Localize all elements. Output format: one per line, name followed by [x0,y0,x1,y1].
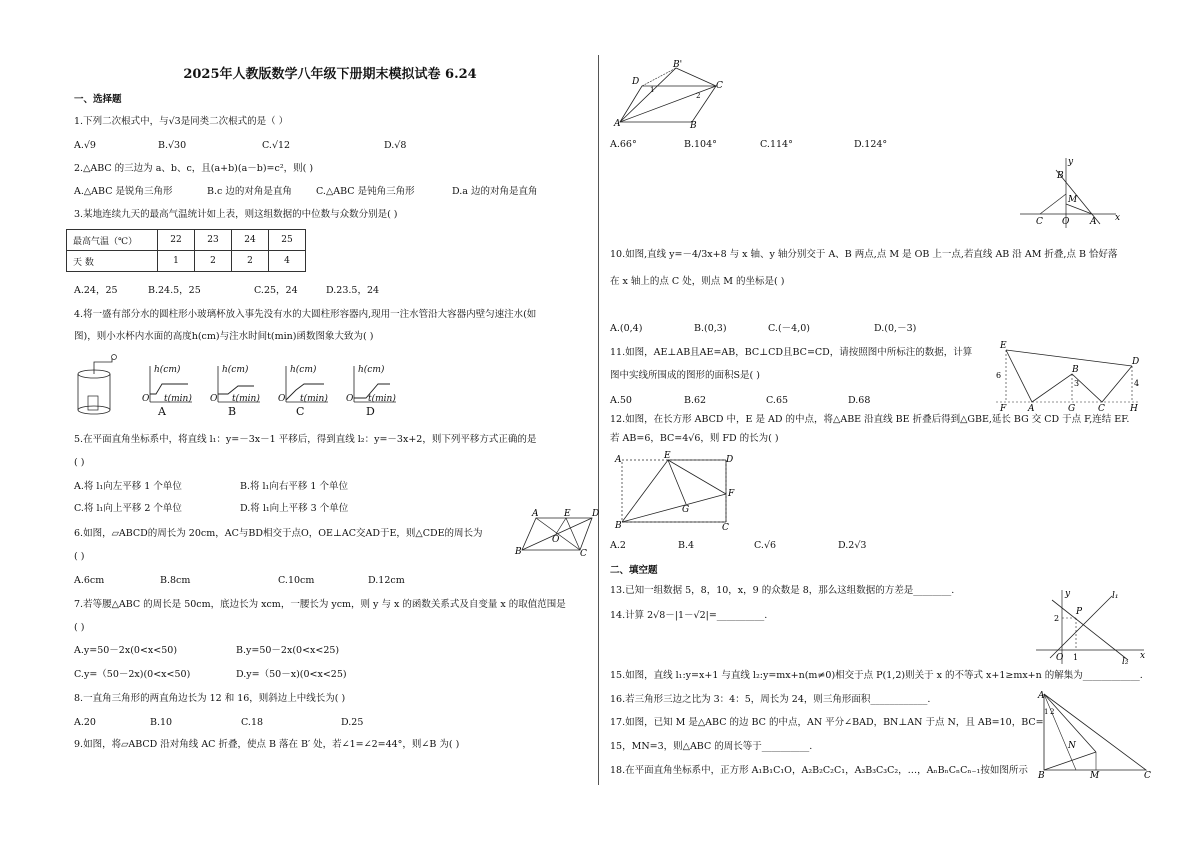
q1-opt-c: C.√12 [262,140,291,151]
svg-text:M: M [1068,195,1078,205]
svg-text:E: E [564,509,571,519]
q17-line2: 15，MN=3，则△ABC 的周长等于__________. [610,741,813,752]
q8-opt-a: A.20 [74,717,96,728]
q9-fold-figure [612,60,732,131]
q3-opt-d: D.23.5，24 [326,285,380,296]
q9: 9.如图，将▱ABCD 沿对角线 AC 折叠，使点 B 落在 B′ 处，若∠1=∠2=44°，则∠B 为( ) [74,739,460,750]
q4-line1: 4.将一盛有部分水的圆柱形小玻璃杯放入事先没有水的大圆柱形容器内,现用一注水管沿大容器内壁匀速注水(如 [74,309,537,320]
q17-triangle-figure [1036,690,1152,780]
q1: 1.下列二次根式中，与√3是同类二次根式的是（ ） [74,116,289,127]
q2: 2.△ABC 的三边为 a、b、c，且(a+b)(a－b)=c²，则( ) [74,163,314,174]
svg-text:B: B [690,121,697,131]
q4-graph-a-x-label: t(min) [164,394,192,404]
q9-opt-d: D.124° [854,139,888,150]
svg-text:l₂: l₂ [1122,657,1129,667]
svg-text:1: 1 [650,86,655,94]
svg-text:x: x [1140,651,1146,661]
q11-opt-c: C.65 [766,395,789,406]
svg-text:B: B [1057,171,1064,181]
svg-text:3: 3 [1074,379,1080,388]
q4-graph-b-x-label: t(min) [232,394,260,404]
table-cell: 1 [158,251,195,272]
q4-graph-label-a: A [158,405,166,418]
svg-text:C: C [1036,217,1043,227]
section-choice: 一、选择题 [74,94,122,105]
q12-opt-c: C.√6 [754,540,777,551]
q7-opt-c: C.y=（50－2x)(0<x<50) [74,669,191,680]
svg-text:A: A [1090,217,1097,227]
q6-opt-c: C.10cm [278,575,315,586]
svg-text:C: C [1144,771,1151,781]
svg-text:A: A [1028,404,1035,414]
svg-text:O: O [1056,653,1064,663]
table-head-days: 天 数 [67,251,158,272]
q10-line1: 10.如图,直线 y=－4/3x+8 与 x 轴、y 轴分别交于 A、B 两点,点 M 是 OB 上一点,若直线 AB 沿 AM 折叠,点 B 恰好落 [610,249,1118,260]
svg-text:y: y [1065,589,1071,599]
section-fill: 二、填空题 [610,565,658,576]
svg-text:y: y [1068,157,1074,167]
q14: 14.计算 2√8－|1－√2|=__________. [610,610,768,621]
svg-text:C: C [580,549,587,559]
q4-graph-label-c: C [296,405,305,418]
q6-opt-a: A.6cm [74,575,105,586]
svg-text:2: 2 [1050,708,1055,716]
svg-text:B: B [1038,771,1045,781]
table-row [67,251,306,272]
q12-line1: 12.如图，在长方形 ABCD 中，E 是 AD 的中点，将△ABE 沿直线 BE 折叠后得到△GBE,延长 BG 交 CD 于点 F,连结 EF. [610,414,1130,425]
svg-text:B': B' [673,60,683,70]
q18: 18.在平面直角坐标系中，正方形 A₁B₁C₁O，A₂B₂C₂C₁，A₃B₃C₃C₂，…，AₙBₙCₙCₙ₋₁按如图所示 [610,765,1028,776]
q3-opt-a: A.24，25 [74,285,118,296]
q3: 3.某地连续九天的最高气温统计如上表，则这组数据的中位数与众数分别是( ) [74,209,398,220]
q9-opt-c: C.114° [760,139,793,150]
q12-opt-a: A.2 [610,540,626,551]
q2-opt-a: A.△ABC 是锐角三角形 [74,186,173,197]
table-cell: 4 [269,251,306,272]
svg-text:C: C [716,81,723,91]
svg-text:B: B [615,521,622,531]
q2-opt-b: B.c 边的对角是直角 [207,186,292,197]
q4-graph-b-y-label: h(cm) [222,365,249,375]
q8-opt-d: D.25 [341,717,364,728]
svg-text:B: B [515,547,522,557]
q1-opt-a: A.√9 [74,140,96,151]
q10-coordinate-figure [1016,156,1122,232]
q3-opt-c: C.25，24 [254,285,298,296]
q4-graph-label-b: B [228,405,237,418]
q11-opt-a: A.50 [610,395,632,406]
svg-text:2: 2 [696,92,701,100]
table-row [67,230,306,251]
svg-text:C: C [1098,404,1105,414]
svg-text:G: G [682,505,690,515]
svg-text:A: A [1038,691,1045,701]
q10-line2: 在 x 轴上的点 C 处，则点 M 的坐标是( ) [610,276,785,287]
svg-text:l₁: l₁ [1112,591,1119,601]
q11-opt-b: B.62 [684,395,707,406]
svg-text:E: E [1000,341,1007,351]
q7-opt-b: B.y=50－2x(0<x<25) [236,645,340,656]
q8-opt-c: C.18 [241,717,264,728]
q15-lines-figure [1032,588,1148,668]
q8-opt-b: B.10 [150,717,173,728]
table-head-temp: 最高气温（℃） [67,230,158,251]
q10-opt-d: D.(0,－3) [874,323,917,334]
q17-line1: 17.如图，已知 M 是△ABC 的边 BC 的中点，AN 平分∠BAD，BN⊥AN 于点 N，且 AB=10，BC= [610,717,1044,728]
table-cell: 2 [232,251,269,272]
q5-opt-a: A.将 l₁向左平移 1 个单位 [74,481,182,492]
q8: 8.一直角三角形的两直角边长为 12 和 16，则斜边上中线长为( ) [74,693,346,704]
svg-text:x: x [1115,213,1121,223]
svg-text:O: O [552,535,560,545]
svg-text:1: 1 [1044,708,1049,716]
q7-opt-d: D.y=（50－x)(0<x<25) [236,669,347,680]
q4-graph-d-origin: O [346,394,354,404]
svg-text:H: H [1130,404,1138,414]
q10-opt-b: B.(0,3) [694,323,727,334]
q4-graph-c-x-label: t(min) [300,394,328,404]
q9-opt-b: B.104° [684,139,717,150]
q16: 16.若三角形三边之比为 3：4：5，周长为 24，则三角形面积____________. [610,694,931,705]
temperature-table [66,229,306,272]
q11-area-figure [992,340,1142,412]
table-cell: 25 [269,230,306,251]
svg-text:G: G [1068,404,1076,414]
table-cell: 2 [195,251,232,272]
q4-graph-a-y-label: h(cm) [154,365,181,375]
page-title: 2025年人教版数学八年级下册期末模拟试卷 6.24 [183,67,477,82]
column-divider [598,55,599,785]
q6-line1: 6.如图，▱ABCD的周长为 20cm，AC与BD相交于点O，OE⊥AC交AD于E，则△CDE的周长为 [74,528,483,539]
q2-opt-c: C.△ABC 是钝角三角形 [316,186,415,197]
q5-opt-c: C.将 l₁向上平移 2 个单位 [74,503,182,514]
q5-opt-d: D.将 l₁向上平移 3 个单位 [240,503,349,514]
q6-parallelogram-figure [512,508,598,558]
q6-opt-d: D.12cm [368,575,405,586]
q4-graph-c-y-label: h(cm) [290,365,317,375]
q10-opt-a: A.(0,4) [610,323,643,334]
svg-text:D: D [726,455,734,465]
q4-graph-d-y-label: h(cm) [358,365,385,375]
q12-opt-d: D.2√3 [838,540,867,551]
svg-text:P: P [1076,607,1083,617]
q13: 13.已知一组数据 5，8，10，x，9 的众数是 8，那么这组数据的方差是________. [610,585,955,596]
q1-opt-d: D.√8 [384,140,407,151]
svg-text:6: 6 [996,371,1002,380]
q4-container-figure [74,352,128,418]
q12-rectangle-figure [612,452,742,532]
q5-line2: ( ) [74,457,85,468]
q4-graph-label-d: D [366,405,375,418]
q6-line2: ( ) [74,551,85,562]
q12-opt-b: B.4 [678,540,695,551]
svg-text:D: D [1132,357,1140,367]
q11-line1: 11.如图，AE⊥AB且AE=AB，BC⊥CD且BC=CD，请按照图中所标注的数据，计算 [610,347,973,358]
svg-text:D: D [632,77,640,87]
svg-text:E: E [664,451,671,461]
q11-line2: 图中实线所围成的图形的面积S是( ) [610,370,760,381]
svg-text:D: D [592,509,600,519]
svg-text:N: N [1068,741,1076,751]
q7-line2: ( ) [74,622,85,633]
svg-text:1: 1 [1073,653,1079,662]
table-cell: 24 [232,230,269,251]
q9-opt-a: A.66° [610,139,637,150]
svg-text:M: M [1090,771,1100,781]
q10-opt-c: C.(－4,0) [768,323,810,334]
svg-text:A: A [532,509,539,519]
svg-text:4: 4 [1134,379,1140,388]
q11-opt-d: D.68 [848,395,871,406]
q7-line1: 7.若等腰△ABC 的周长是 50cm，底边长为 xcm，一腰长为 ycm，则 y 与 x 的函数关系式及自变量 x 的取值范围是 [74,599,566,610]
q2-opt-d: D.a 边的对角是直角 [452,186,538,197]
svg-text:O: O [1062,217,1070,227]
svg-text:F: F [1000,404,1007,414]
q6-opt-b: B.8cm [160,575,191,586]
svg-text:A: A [615,455,622,465]
q5-opt-b: B.将 l₁向右平移 1 个单位 [240,481,348,492]
q12-line2: 若 AB=6，BC=4√6，则 FD 的长为( ) [610,433,779,444]
svg-text:F: F [728,489,735,499]
q4-graph-b-origin: O [210,394,218,404]
svg-text:B: B [1072,365,1079,375]
q3-opt-b: B.24.5，25 [148,285,201,296]
q4-line2: 图)，则小水杯内水面的高度h(cm)与注水时间t(min)函数图象大致为( ) [74,331,374,342]
q4-graph-c-origin: O [278,394,286,404]
q4-graph-d-x-label: t(min) [368,394,396,404]
table-cell: 23 [195,230,232,251]
table-cell: 22 [158,230,195,251]
svg-text:C: C [722,523,729,533]
q5-line1: 5.在平面直角坐标系中，将直线 l₁：y=－3x－1 平移后，得到直线 l₂：y=－3x+2，则下列平移方式正确的是 [74,434,537,445]
svg-text:2: 2 [1054,614,1060,623]
q4-graph-a-origin: O [142,394,150,404]
q15: 15.如图，直线 l₁:y=x+1 与直线 l₂:y=mx+n(m≠0)相交于点 P(1,2)则关于 x 的不等式 x+1≥mx+n 的解集为____________. [610,670,1143,681]
q1-opt-b: B.√30 [158,140,187,151]
q7-opt-a: A.y=50－2x(0<x<50) [74,645,178,656]
svg-text:A: A [614,119,621,129]
